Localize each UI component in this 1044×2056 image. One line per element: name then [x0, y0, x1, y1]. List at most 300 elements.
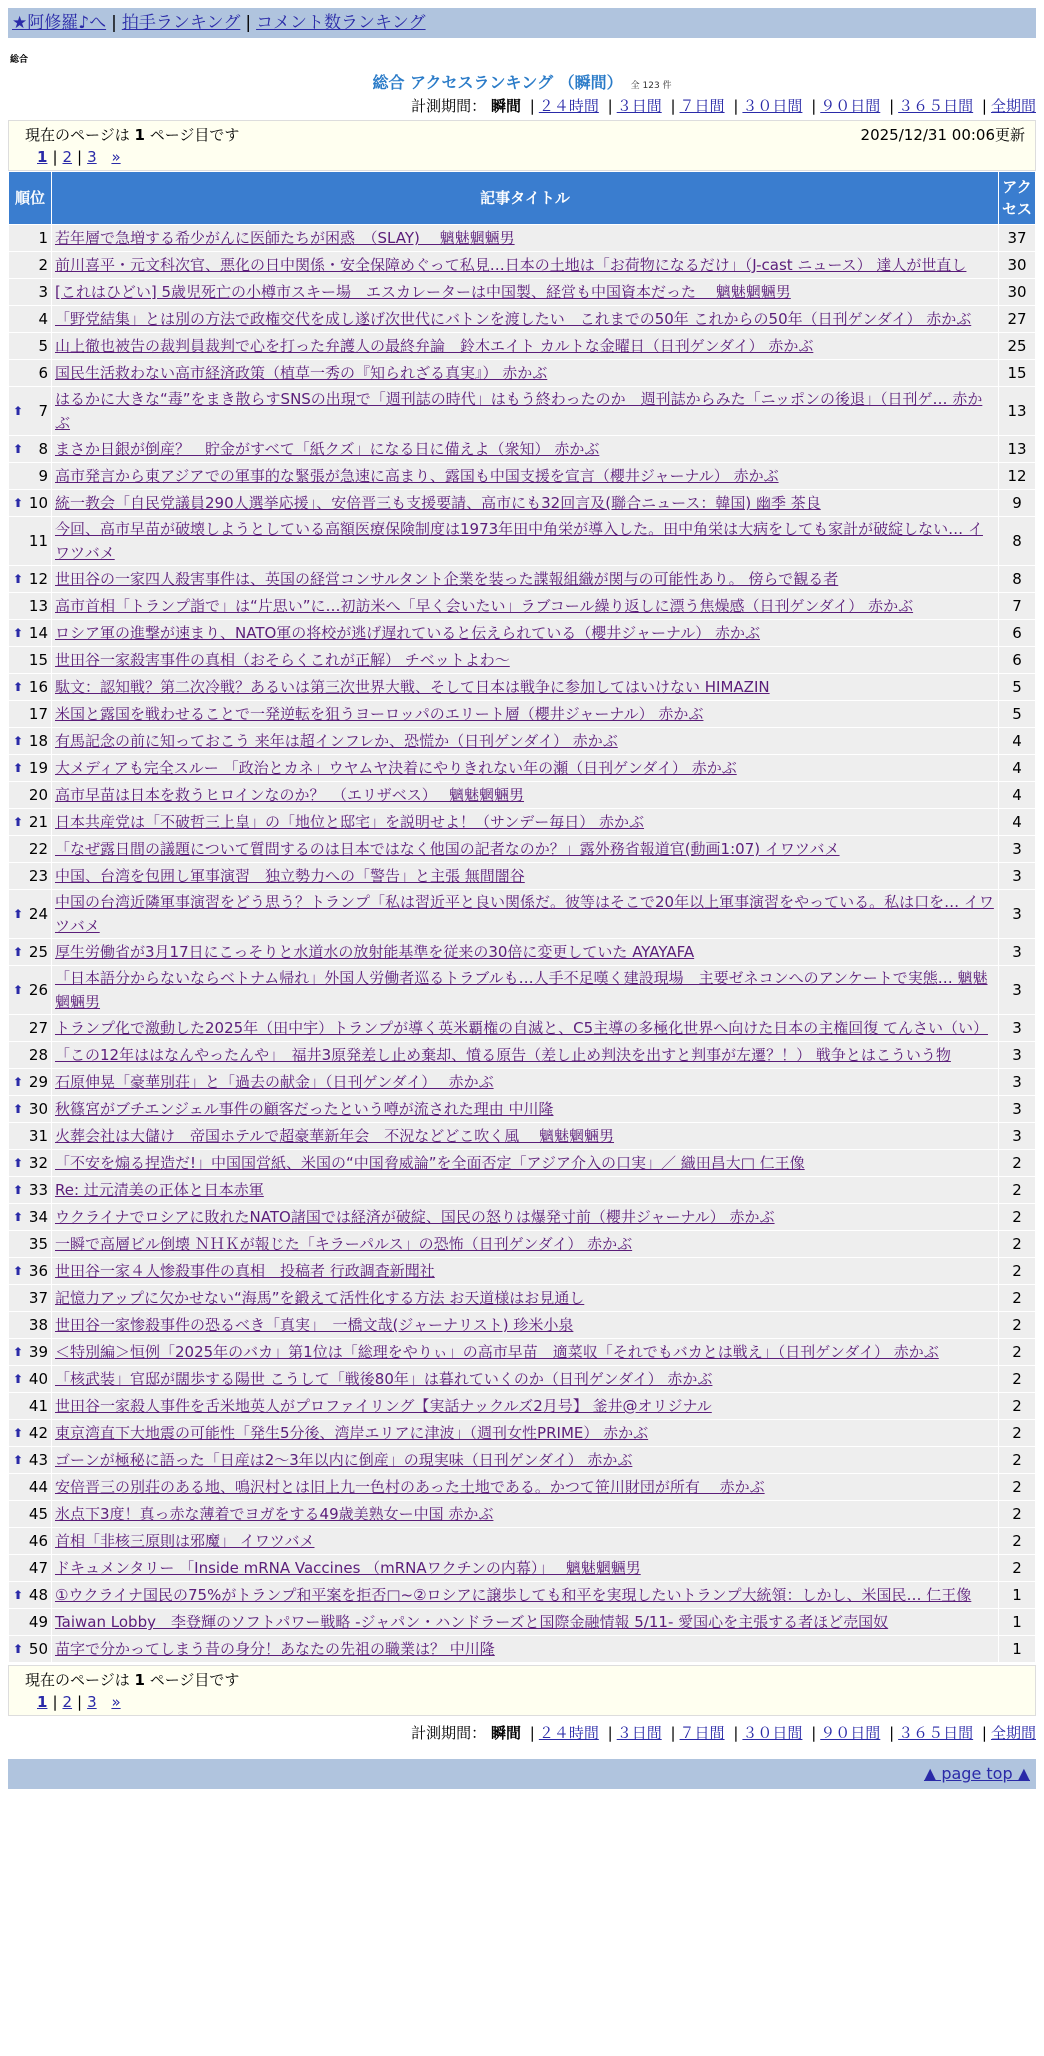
access-count-cell: 3	[999, 890, 1035, 938]
rank-cell	[9, 1096, 51, 1122]
title-cell	[52, 890, 998, 938]
title-cell	[52, 1150, 998, 1176]
rank-number: 10	[28, 494, 48, 512]
period-3d-link[interactable]: ３日間	[616, 1724, 662, 1742]
article-title-link[interactable]: 石原伸晃「豪華別荘」と「過去の献金」（日刊ゲンダイ） 赤かぶ	[55, 1073, 494, 1091]
table-row	[9, 252, 1035, 278]
rank-number: 3	[38, 283, 48, 301]
page-1-link[interactable]: 1	[37, 148, 48, 166]
access-count-cell: 13	[999, 387, 1035, 435]
rank-number: 14	[28, 624, 48, 642]
separator: |	[889, 1724, 895, 1742]
rank-cell	[9, 1069, 51, 1095]
article-title-link[interactable]: Re: 辻元清美の正体と日本赤軍	[55, 1181, 264, 1199]
table-row	[9, 306, 1035, 332]
table-row	[9, 1609, 1035, 1635]
article-title-link[interactable]: トランプ化で激動した2025年（田中宇）トランプが導く英米覇権の自滅と、C5主導の多極化世界へ向けた日本の主権回復 てんさい（い）	[55, 1019, 988, 1037]
title-cell	[52, 674, 998, 700]
rank-number: 7	[38, 402, 48, 420]
separator: |	[529, 1724, 535, 1742]
article-title-link[interactable]: 「野党結集」とは別の方法で政権交代を成し遂げ次世代にバトンを渡したい これまでの50年 これからの50年（日刊ゲンダイ） 赤かぶ	[55, 310, 972, 328]
up-arrow-icon: ⬆	[13, 1588, 24, 1602]
rank-number: 43	[28, 1451, 48, 1469]
access-count-cell: 6	[999, 647, 1035, 673]
period-7d-link[interactable]: ７日間	[679, 1724, 725, 1742]
title-cell	[52, 809, 998, 835]
separator: |	[981, 97, 987, 115]
rank-cell	[9, 252, 51, 278]
article-title-link[interactable]: はるかに大きな“毒”をまき散らすSNSの出現で「週刊誌の時代」はもう終わったのか 週刊誌からみた「ニッポンの後退」（日刊ゲ… 赤かぶ	[55, 390, 983, 432]
article-title-link[interactable]: 世田谷一家殺害事件の真相（おそらくこれが正解） チベットよわ～	[55, 651, 510, 669]
up-arrow-icon: ⬆	[13, 1426, 24, 1440]
title-cell	[52, 1177, 998, 1203]
rank-cell	[9, 647, 51, 673]
rank-cell	[9, 1015, 51, 1041]
article-title-link[interactable]: 「この12年ははなんやったんや」 福井3原発差し止め棄却、憤る原告（差し止め判決を出すと判事が左遷？！） 戦争とはこういう物	[55, 1046, 951, 1064]
rank-cell	[9, 1501, 51, 1527]
access-count-cell: 1	[999, 1582, 1035, 1608]
rank-cell	[9, 1474, 51, 1500]
rank-cell	[9, 1528, 51, 1554]
rank-cell	[9, 1555, 51, 1581]
access-count-cell: 2	[999, 1501, 1035, 1527]
rank-cell	[9, 1609, 51, 1635]
up-arrow-icon: ⬆	[13, 945, 24, 959]
article-title-link[interactable]: ①ウクライナ国民の75%がトランプ和平案を拒否□~②ロシアに譲歩しても和平を実現したいトランプ大統領：しかし、米国民… 仁王像	[55, 1586, 972, 1604]
period-all-link[interactable]: 全期間	[990, 97, 1036, 115]
article-title-link[interactable]: Taiwan Lobby 李登輝のソフトパワー戦略 -ジャパン・ハンドラーズと国際金融情報 5/11- 愛国心を主張する者ほど売国奴	[55, 1613, 889, 1631]
article-title-link[interactable]: 今回、高市早苗が破壊しようとしている高額医療保険制度は1973年田中角栄が導入した。田中角栄は大病をしても家計が破綻しない… イワツバメ	[55, 520, 983, 562]
rank-number: 11	[28, 532, 48, 550]
article-title-link[interactable]: 国民生活救わない高市経済政策（植草一秀の『知られざる真実』） 赤かぶ	[55, 364, 548, 382]
article-title-link[interactable]: [これはひどい] 5歳児死亡の小樽市スキー場 エスカレーターは中国製、経営も中国資本だった 魑魅魍魎男	[55, 283, 791, 301]
spacer	[102, 1693, 107, 1711]
title-cell	[52, 436, 998, 462]
article-title-link[interactable]: 秋篠宮がブチエンジェル事件の顧客だったという噂が流された理由 中川隆	[55, 1100, 554, 1118]
rank-number: 21	[28, 813, 48, 831]
access-count-cell: 2	[999, 1366, 1035, 1392]
rank-number: 17	[28, 705, 48, 723]
up-arrow-icon: ⬆	[13, 1372, 24, 1386]
table-header-row	[9, 172, 1035, 224]
title-cell	[52, 1555, 998, 1581]
rank-cell	[9, 939, 51, 965]
title-cell	[52, 620, 998, 646]
up-arrow-icon: ⬆	[13, 1156, 24, 1170]
title-cell	[52, 1420, 998, 1446]
title-cell	[52, 1528, 998, 1554]
page-title-text: 総合 アクセスランキング （瞬間）	[372, 73, 623, 92]
table-row	[9, 728, 1035, 754]
table-row	[9, 1150, 1035, 1176]
article-title-link[interactable]: 前川喜平・元文科次官、悪化の日中関係・安全保障めぐって私見…日本の土地は「お荷物になるだけ」（J-cast ニュース） 達人が世直し	[55, 256, 967, 274]
table-row	[9, 1636, 1035, 1662]
title-cell	[52, 1042, 998, 1068]
article-title-link[interactable]: 中国、台湾を包囲し軍事演習 独立勢力への「警告」と主張 無間闇谷	[55, 867, 525, 885]
up-arrow-icon: ⬆	[13, 1075, 24, 1089]
rank-cell	[9, 566, 51, 592]
table-row	[9, 1285, 1035, 1311]
title-cell	[52, 1015, 998, 1041]
article-title-link[interactable]: 「不安を煽る捏造だ!」中国国営紙、米国の“中国脅威論”を全面否定「アジア介入の口実」／ 織田昌大□ 仁王像	[55, 1154, 805, 1172]
period-selector-top	[8, 95, 1036, 116]
page-2-link[interactable]: 2	[62, 148, 73, 166]
article-title-link[interactable]: 高市早苗は日本を救うヒロインなのか？ （エリザベス） 魑魅魍魎男	[55, 786, 525, 804]
rank-cell	[9, 1366, 51, 1392]
rank-number: 2	[38, 256, 48, 274]
table-row	[9, 463, 1035, 489]
article-title-link[interactable]: 一瞬で高層ビル倒壊 ＮＨＫが報じた「キラーパルス」の恐怖（日刊ゲンダイ） 赤かぶ	[55, 1235, 633, 1253]
separator: |	[77, 1693, 83, 1711]
title-cell	[52, 1231, 998, 1257]
rank-cell	[9, 593, 51, 619]
title-cell	[52, 1609, 998, 1635]
access-count-cell: 3	[999, 1042, 1035, 1068]
rank-number: 49	[28, 1613, 48, 1631]
table-row	[9, 566, 1035, 592]
page-3-link[interactable]: 3	[87, 148, 97, 166]
title-cell	[52, 333, 998, 359]
rank-number: 26	[28, 981, 48, 999]
period-90d-link[interactable]: ９０日間	[820, 97, 881, 115]
title-cell	[52, 1258, 998, 1284]
period-365d-link[interactable]: ３６５日間	[898, 1724, 974, 1742]
article-title-link[interactable]: ロシア軍の進撃が速まり、NATO軍の将校が逃げ遅れていると伝えられている（櫻井ジャーナル） 赤かぶ	[55, 624, 761, 642]
rank-number: 39	[28, 1343, 48, 1361]
period-24h-link[interactable]: ２４時間	[538, 97, 599, 115]
period-30d-link[interactable]: ３０日間	[742, 1724, 803, 1742]
rank-cell	[9, 1150, 51, 1176]
access-count-cell: 4	[999, 755, 1035, 781]
up-arrow-icon: ⬆	[13, 1642, 24, 1656]
rank-number: 36	[28, 1262, 48, 1280]
access-count-cell: 3	[999, 1069, 1035, 1095]
title-cell	[52, 1096, 998, 1122]
access-count-cell: 2	[999, 1177, 1035, 1203]
table-row	[9, 1258, 1035, 1284]
access-count-cell: 30	[999, 252, 1035, 278]
period-90d-link[interactable]: ９０日間	[820, 1724, 881, 1742]
access-count-cell: 13	[999, 436, 1035, 462]
period-365d-link[interactable]: ３６５日間	[898, 97, 974, 115]
page-top-link[interactable]: ▲ page top ▲	[923, 1764, 1030, 1783]
rank-number: 20	[28, 786, 48, 804]
rank-column-header: 順位	[9, 172, 51, 224]
rank-cell	[9, 1231, 51, 1257]
title-cell	[52, 1582, 998, 1608]
applause-ranking-link[interactable]: 拍手ランキング	[121, 13, 241, 33]
page-number: 1	[134, 126, 145, 144]
title-cell	[52, 517, 998, 565]
rank-cell	[9, 1177, 51, 1203]
page-3-link[interactable]: 3	[87, 1693, 97, 1711]
title-cell	[52, 279, 998, 305]
rank-cell	[9, 966, 51, 1014]
access-count-cell: 3	[999, 939, 1035, 965]
page-text-suffix: ページ目です	[149, 1671, 240, 1689]
article-title-link[interactable]: 有馬記念の前に知っておこう 来年は超インフレか、恐慌か（日刊ゲンダイ） 赤かぶ	[55, 732, 618, 750]
table-row	[9, 1582, 1035, 1608]
next-page-link[interactable]: »	[111, 1693, 121, 1711]
period-3d-link[interactable]: ３日間	[616, 97, 662, 115]
article-title-link[interactable]: 世田谷一家殺人事件を舌米地英人がプロファイリング【実話ナックルズ2月号】 釜井@オリジナル	[55, 1397, 712, 1415]
table-row	[9, 1015, 1035, 1041]
rank-number: 44	[28, 1478, 48, 1496]
access-count-cell: 37	[999, 225, 1035, 251]
table-row	[9, 755, 1035, 781]
table-row	[9, 647, 1035, 673]
article-title-link[interactable]: ドキュメンタリー 「Inside mRNA Vaccines （mRNAワクチンの内幕）」 魑魅魍魎男	[55, 1559, 641, 1577]
access-count-cell: 3	[999, 836, 1035, 862]
table-row	[9, 836, 1035, 862]
rank-number: 45	[28, 1505, 48, 1523]
rank-cell	[9, 1447, 51, 1473]
table-row	[9, 1123, 1035, 1149]
access-count-cell: 2	[999, 1474, 1035, 1500]
rank-cell	[9, 463, 51, 489]
up-arrow-icon: ⬆	[13, 626, 24, 640]
access-count-cell: 2	[999, 1528, 1035, 1554]
table-row	[9, 387, 1035, 435]
table-row	[9, 620, 1035, 646]
period-24h-link[interactable]: ２４時間	[538, 1724, 599, 1742]
rank-cell	[9, 436, 51, 462]
rank-number: 12	[28, 570, 48, 588]
period-label: 計測期間：	[411, 1724, 487, 1742]
page-1-link[interactable]: 1	[37, 1693, 48, 1711]
access-count-cell: 2	[999, 1258, 1035, 1284]
rank-cell	[9, 863, 51, 889]
access-count-cell: 3	[999, 863, 1035, 889]
rank-cell	[9, 1285, 51, 1311]
spacer	[102, 148, 107, 166]
title-cell	[52, 939, 998, 965]
period-all-link[interactable]: 全期間	[990, 1724, 1036, 1742]
rank-cell	[9, 1420, 51, 1446]
home-link[interactable]: ★阿修羅♪へ	[12, 13, 107, 33]
access-count-cell: 2	[999, 1555, 1035, 1581]
article-title-link[interactable]: 記憶力アップに欠かせない“海馬”を鍛えて活性化する方法 お天道様はお見通し	[55, 1289, 585, 1307]
rank-number: 50	[28, 1640, 48, 1658]
separator: |	[670, 1724, 676, 1742]
access-column-header: アクセス	[999, 172, 1035, 224]
rank-number: 38	[28, 1316, 48, 1334]
article-title-link[interactable]: ウクライナでロシアに敗れたNATO諸国では経済が破綻、国民の怒りは爆発寸前（櫻井ジャーナル） 赤かぶ	[55, 1208, 775, 1226]
rank-number: 22	[28, 840, 48, 858]
table-row	[9, 333, 1035, 359]
up-arrow-icon: ⬆	[13, 680, 24, 694]
rank-cell	[9, 1393, 51, 1419]
page-status-line	[25, 124, 1025, 145]
access-count-cell: 25	[999, 333, 1035, 359]
title-cell	[52, 1366, 998, 1392]
rank-cell	[9, 836, 51, 862]
title-cell	[52, 966, 998, 1014]
article-title-link[interactable]: ＜特別編＞恒例「2025年のバカ」第1位は「総理をやりぃ」の高市早苗 適菜収「それでもバカとは戦え」（日刊ゲンダイ） 赤かぶ	[55, 1343, 939, 1361]
rank-number: 25	[28, 943, 48, 961]
page-info-bottom	[8, 1665, 1036, 1716]
access-count-cell: 15	[999, 360, 1035, 386]
rank-cell	[9, 1339, 51, 1365]
article-title-link[interactable]: 駄文：認知戦？第二次冷戦？あるいは第三次世界大戦、そして日本は戦争に参加してはいけない HIMAZIN	[55, 678, 770, 696]
access-count-cell: 5	[999, 701, 1035, 727]
access-count-cell: 5	[999, 674, 1035, 700]
page-2-link[interactable]: 2	[62, 1693, 73, 1711]
article-title-link[interactable]: 高市発言から東アジアでの軍事的な緊張が急速に高まり、露国も中国支援を宣言（櫻井ジャーナル） 赤かぶ	[55, 467, 779, 485]
rank-cell	[9, 333, 51, 359]
rank-cell	[9, 701, 51, 727]
table-row	[9, 593, 1035, 619]
access-count-cell: 7	[999, 593, 1035, 619]
article-title-link[interactable]: 若年層で急増する希少がんに医師たちが困惑 （SLAY) 魑魅魍魎男	[55, 229, 515, 247]
pagination-bottom	[37, 1693, 1025, 1711]
up-arrow-icon: ⬆	[13, 761, 24, 775]
article-title-link[interactable]: 苗字で分かってしまう昔の身分！あなたの先祖の職業は？ 中川隆	[55, 1640, 495, 1658]
rank-number: 31	[28, 1127, 48, 1145]
title-cell	[52, 1501, 998, 1527]
period-current: 瞬間	[490, 1724, 521, 1742]
article-title-link[interactable]: 中国の台湾近隣軍事演習をどう思う？トランプ「私は習近平と良い関係だ。彼等はそこで20年以上軍事演習をやっている。私は口を… イワツバメ	[55, 893, 994, 935]
page-text-prefix: 現在のページは	[25, 126, 130, 144]
access-count-cell: 2	[999, 1285, 1035, 1311]
article-title-link[interactable]: 世田谷の一家四人殺害事件は、英国の経営コンサルタント企業を装った諜報組織が関与の可能性あり。 傍らで観る者	[55, 570, 839, 588]
rank-cell	[9, 1582, 51, 1608]
rank-cell	[9, 279, 51, 305]
period-current: 瞬間	[490, 97, 521, 115]
rank-number: 9	[38, 467, 48, 485]
title-cell	[52, 1069, 998, 1095]
updated-timestamp: 2025/12/31 00:06更新	[860, 126, 1025, 144]
comment-ranking-link[interactable]: コメント数ランキング	[256, 13, 426, 33]
rank-cell	[9, 387, 51, 435]
separator: |	[52, 1693, 58, 1711]
article-title-link[interactable]: 統一教会「自民党議員290人選挙応援」、安倍晋三も支援要請、高市にも32回言及(聯合ニュース：韓国) 幽季 茶良	[55, 494, 821, 512]
separator: |	[733, 97, 739, 115]
rank-cell	[9, 782, 51, 808]
access-count-cell: 2	[999, 1447, 1035, 1473]
separator: |	[52, 148, 58, 166]
title-column-header: 記事タイトル	[52, 172, 998, 224]
article-title-link[interactable]: 首相「非核三原則は邪魔」 イワツバメ	[55, 1532, 315, 1550]
separator: |	[77, 148, 83, 166]
article-title-link[interactable]: ゴーンが極秘に語った「日産は2～3年以内に倒産」の現実味（日刊ゲンダイ） 赤かぶ	[55, 1451, 633, 1469]
rank-number: 29	[28, 1073, 48, 1091]
article-title-link[interactable]: 山上徹也被告の裁判員裁判で心を打った弁護人の最終弁論 鈴木エイト カルトな金曜日（日刊ゲンダイ） 赤かぶ	[55, 337, 814, 355]
table-row	[9, 1069, 1035, 1095]
rank-cell	[9, 1258, 51, 1284]
title-cell	[52, 836, 998, 862]
separator: |	[607, 1724, 613, 1742]
article-title-link[interactable]: 米国と露国を戦わせることで一発逆転を狙うヨーロッパのエリート層（櫻井ジャーナル） 赤かぶ	[55, 705, 704, 723]
up-arrow-icon: ⬆	[13, 404, 24, 418]
up-arrow-icon: ⬆	[13, 734, 24, 748]
next-page-link[interactable]: »	[111, 148, 121, 166]
article-title-link[interactable]: 高市首相「トランプ詣で」は“片思い”に…初訪米へ「早く会いたい」ラブコール繰り返しに漂う焦燥感（日刊ゲンダイ） 赤かぶ	[55, 597, 914, 615]
rank-cell	[9, 306, 51, 332]
separator: |	[733, 1724, 739, 1742]
rank-cell	[9, 360, 51, 386]
table-row	[9, 701, 1035, 727]
table-row	[9, 1366, 1035, 1392]
separator: |	[529, 97, 535, 115]
page-text-prefix: 現在のページは	[25, 1671, 130, 1689]
rank-cell	[9, 490, 51, 516]
title-cell	[52, 593, 998, 619]
article-title-link[interactable]: 世田谷一家４人惨殺事件の真相 投稿者 行政調査新聞社	[55, 1262, 435, 1280]
table-row	[9, 360, 1035, 386]
access-count-cell: 27	[999, 306, 1035, 332]
page-number: 1	[134, 1671, 145, 1689]
rank-number: 27	[28, 1019, 48, 1037]
rank-number: 18	[28, 732, 48, 750]
separator: |	[245, 13, 252, 33]
current-page-text	[25, 124, 239, 145]
rank-number: 48	[28, 1586, 48, 1604]
rank-cell	[9, 755, 51, 781]
article-title-link[interactable]: 「核武装」官邸が闊歩する陽世 こうして「戦後80年」は暮れていくのか（日刊ゲンダイ） 赤かぶ	[55, 1370, 713, 1388]
access-count-cell: 2	[999, 1231, 1035, 1257]
article-title-link[interactable]: 日本共産党は「不破哲三上皇」の「地位と邸宅」を説明せよ！（サンデー毎日） 赤かぶ	[55, 813, 645, 831]
article-title-link[interactable]: 東京湾直下大地震の可能性「発生5分後、湾岸エリアに津波」（週刊女性PRIME） 赤かぶ	[55, 1424, 649, 1442]
up-arrow-icon: ⬆	[13, 1102, 24, 1116]
article-title-link[interactable]: まさか日銀が倒産？ 貯金がすべて「紙クズ」になる日に備えよ（衆知） 赤かぶ	[55, 440, 600, 458]
article-title-link[interactable]: 「なぜ露日間の議題について質問するのは日本ではなく他国の記者なのか？」露外務省報道官(動画1:07) イワツバメ	[55, 840, 840, 858]
rank-cell	[9, 728, 51, 754]
access-count-cell: 2	[999, 1339, 1035, 1365]
title-cell	[52, 1474, 998, 1500]
table-row	[9, 1555, 1035, 1581]
article-title-link[interactable]: 安倍晋三の別荘のある地、鳴沢村とは旧上九一色村のあった土地である。かつて笹川財団が所有 赤かぶ	[55, 1478, 765, 1496]
period-30d-link[interactable]: ３０日間	[742, 97, 803, 115]
rank-cell	[9, 1042, 51, 1068]
rank-cell	[9, 1123, 51, 1149]
article-title-link[interactable]: 火葬会社は大儲け 帝国ホテルで超豪華新年会 不況などどこ吹く風 魑魅魍魎男	[55, 1127, 615, 1145]
access-count-cell: 6	[999, 620, 1035, 646]
rank-number: 24	[28, 905, 48, 923]
up-arrow-icon: ⬆	[13, 1264, 24, 1278]
period-7d-link[interactable]: ７日間	[679, 97, 725, 115]
up-arrow-icon: ⬆	[13, 907, 24, 921]
table-row	[9, 436, 1035, 462]
access-count-cell: 8	[999, 517, 1035, 565]
ranking-table	[8, 171, 1036, 1663]
title-cell	[52, 647, 998, 673]
title-cell	[52, 1636, 998, 1662]
rank-number: 16	[28, 678, 48, 696]
rank-cell	[9, 1204, 51, 1230]
access-count-cell: 2	[999, 1204, 1035, 1230]
rank-number: 28	[28, 1046, 48, 1064]
separator: |	[889, 97, 895, 115]
title-cell	[52, 1285, 998, 1311]
title-cell	[52, 1339, 998, 1365]
article-title-link[interactable]: 厚生労働省が3月17日にこっそりと水道水の放射能基準を従来の30倍に変更していた AYAYAFA	[55, 943, 695, 961]
access-count-cell: 2	[999, 1393, 1035, 1419]
table-row	[9, 1528, 1035, 1554]
access-count-cell: 9	[999, 490, 1035, 516]
article-title-link[interactable]: 「日本語分からないならベトナム帰れ」外国人労働者巡るトラブルも…人手不足嘆く建設現場 主要ゼネコンへのアンケートで実態… 魑魅魍魎男	[55, 969, 988, 1011]
article-title-link[interactable]: 世田谷一家惨殺事件の恐るべき「真実」 一橋文哉(ジャーナリスト) 珍米小泉	[55, 1316, 574, 1334]
rank-number: 32	[28, 1154, 48, 1172]
separator: |	[811, 97, 817, 115]
title-cell	[52, 1447, 998, 1473]
article-title-link[interactable]: 氷点下3度！真っ赤な薄着でヨガをする49歳美熟女ー中国 赤かぶ	[55, 1505, 494, 1523]
access-count-cell: 3	[999, 1015, 1035, 1041]
access-count-cell: 4	[999, 809, 1035, 835]
page-title	[8, 70, 1036, 93]
article-title-link[interactable]: 大メディアも完全スルー 「政治とカネ」ウヤムヤ決着にやりきれない年の瀬（日刊ゲンダイ） 赤かぶ	[55, 759, 737, 777]
title-cell	[52, 755, 998, 781]
